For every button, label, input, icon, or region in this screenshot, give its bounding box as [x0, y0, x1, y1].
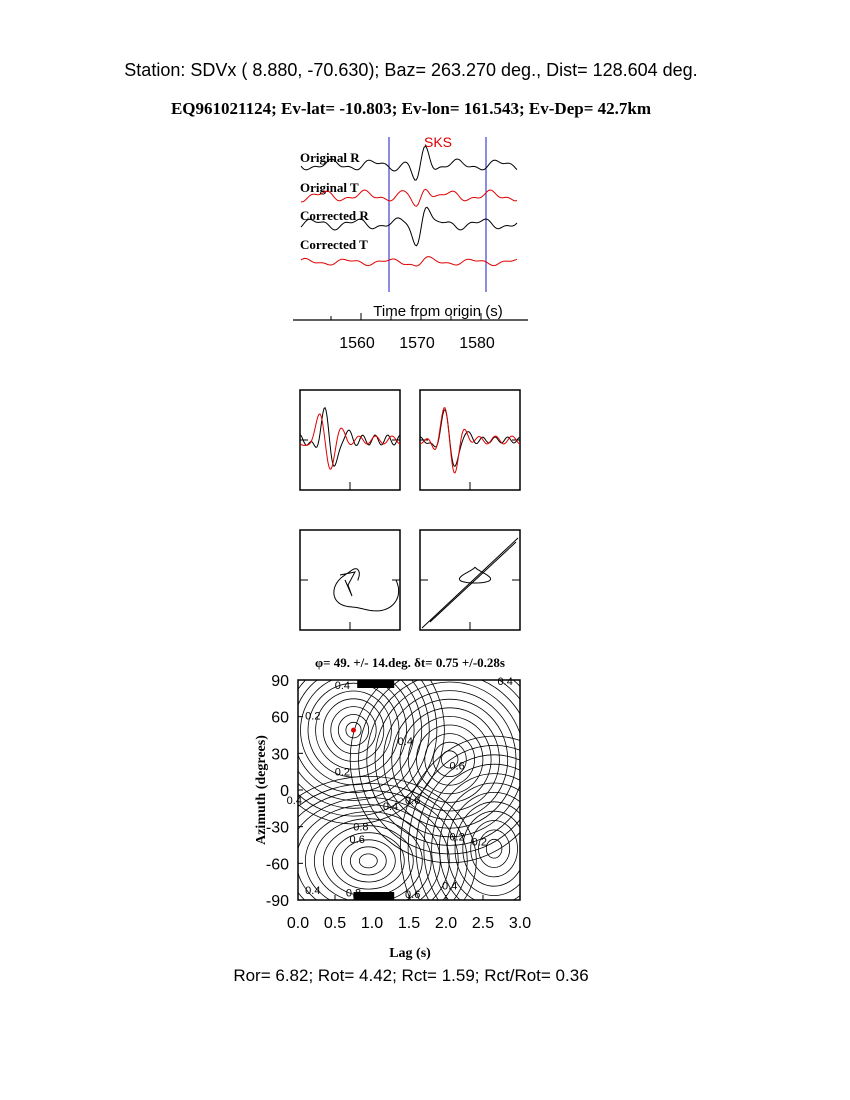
contour-x-tick-label: 3.0	[508, 915, 532, 932]
contour-line	[455, 802, 533, 896]
contour-line	[350, 847, 386, 875]
contour-value-label: 0.4	[334, 679, 351, 692]
contour-value-label: 0.4	[442, 880, 458, 893]
contour-x-tick-label: 2.5	[471, 915, 495, 932]
energy-contour-panel	[254, 636, 588, 961]
contour-max-band	[357, 680, 394, 688]
contour-line	[471, 821, 518, 877]
contour-line	[424, 764, 565, 933]
contour-value-label: 0.2	[449, 831, 465, 844]
contour-value-label: 0.6	[405, 794, 421, 807]
contour-value-label: 0.6	[405, 888, 421, 901]
radial-waveform	[420, 410, 520, 467]
station-info-line: Station: SDVx ( 8.880, -70.630); Baz= 263.270 deg., Dist= 128.604 deg.	[124, 60, 698, 80]
contour-title: φ= 49. +/- 14.deg. δt= 0.75 +/-0.28s	[314, 655, 506, 670]
contour-line	[375, 682, 524, 837]
contour-line	[359, 665, 541, 854]
corrected-hodogram-box	[420, 530, 520, 630]
contour-x-tick-label: 0.5	[323, 915, 347, 932]
contour-y-tick-label: 60	[271, 709, 289, 727]
contour-x-tick-label: 1.5	[397, 915, 421, 932]
contour-value-label: 0.8	[345, 887, 362, 900]
ratios-line: Ror= 6.82; Rot= 4.42; Rct= 1.59; Rct/Rot= 0.36	[233, 966, 589, 985]
transverse-waveform	[420, 408, 520, 473]
particle-waveform-panels	[300, 390, 520, 490]
contour-line	[408, 716, 491, 802]
trace-label-corrected-t: Corrected T	[300, 237, 368, 252]
contour-line	[341, 840, 395, 882]
best-fit-marker	[351, 728, 356, 733]
phase-label: SKS	[423, 134, 453, 150]
contour-value-label: 0.6	[349, 833, 365, 846]
time-tick-label: 1560	[339, 335, 375, 352]
contour-y-axis-label: Azimuth (degrees)	[254, 735, 269, 845]
contour-y-tick-label: -60	[265, 856, 289, 874]
contour-line	[287, 798, 449, 925]
x-axis-label: Time from origin (s)	[373, 303, 503, 320]
contour-y-tick-label: 90	[271, 673, 289, 690]
contour-value-label: 0.4	[382, 800, 399, 813]
contour-value-label: 0.2	[305, 710, 321, 723]
trace-label-original-r: Original R	[300, 150, 360, 165]
contour-x-tick-label: 0.0	[286, 915, 310, 932]
trace-3	[301, 257, 517, 266]
trace-label-corrected-r: Corrected R	[300, 208, 369, 223]
waveform-panel	[293, 134, 528, 352]
contour-y-tick-label: 0	[280, 783, 289, 800]
contour-x-tick-label: 1.0	[360, 915, 384, 932]
contour-y-tick-label: 30	[271, 746, 289, 764]
event-info-line: EQ961021124; Ev-lat= -10.803; Ev-lon= 161.543; Ev-Dep= 42.7km	[170, 99, 652, 118]
contour-x-tick-label: 2.0	[434, 915, 458, 932]
contour-line	[359, 854, 377, 868]
contour-value-label: 0.4	[497, 676, 513, 689]
original-hodogram-box	[300, 530, 400, 630]
particle-motion-path	[422, 538, 518, 628]
contour-value-label: 0.4	[397, 736, 413, 749]
trace-label-original-t: Original T	[300, 180, 359, 195]
contour-value-label: 0.6	[449, 760, 465, 773]
contour-line	[439, 783, 548, 914]
radial-waveform	[300, 408, 400, 467]
contour-line	[332, 833, 404, 889]
contour-value-label: 0.2	[334, 766, 351, 779]
contour-value-label: 0.4	[286, 794, 302, 807]
contour-value-label: 0.4	[305, 885, 321, 898]
contour-value-label: 0.8	[353, 821, 369, 834]
contour-y-tick-label: -90	[265, 893, 289, 910]
time-tick-label: 1580	[459, 335, 495, 352]
time-tick-label: 1570	[399, 335, 435, 352]
contour-line	[432, 774, 557, 924]
contour-line	[463, 811, 526, 886]
contour-x-axis-label: Lag (s)	[389, 946, 431, 961]
contour-line	[323, 826, 413, 896]
hodogram-panels	[300, 530, 520, 630]
transverse-waveform	[300, 414, 400, 469]
contour-value-label: 0.2	[471, 836, 487, 849]
contour-y-tick-label: -30	[265, 819, 289, 837]
particle-motion-path	[334, 569, 399, 611]
